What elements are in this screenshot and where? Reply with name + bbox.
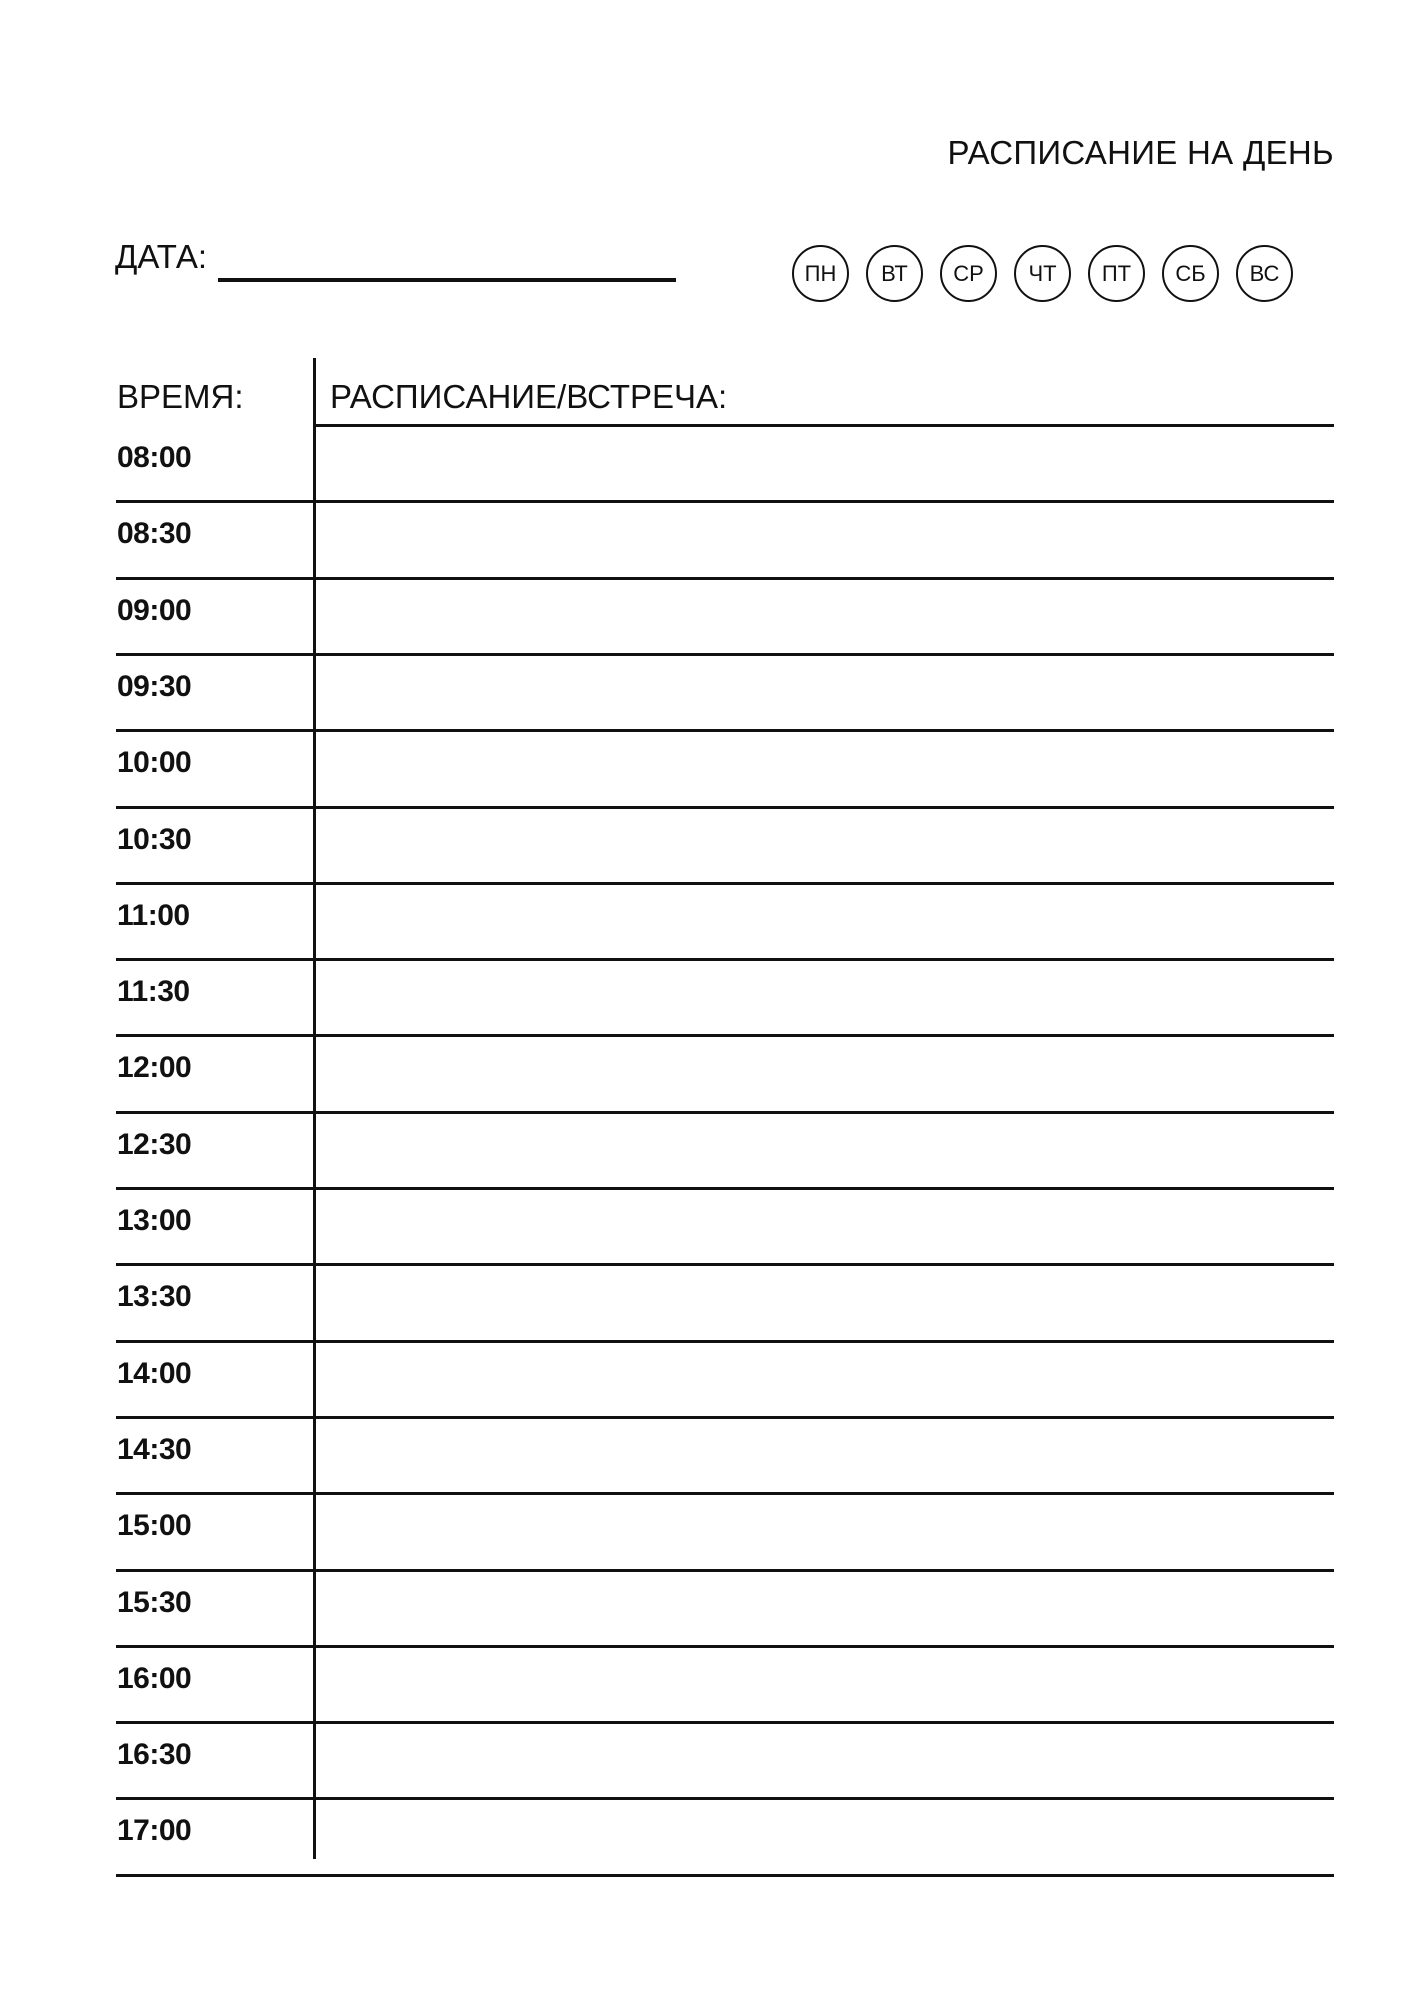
weekday-mon[interactable]: ПН	[792, 245, 849, 302]
row-divider	[116, 958, 1334, 961]
schedule-slot[interactable]	[318, 733, 1334, 803]
time-label: 15:00	[117, 1509, 192, 1543]
time-label: 17:00	[117, 1814, 192, 1848]
row-divider	[116, 729, 1334, 732]
row-divider	[116, 1340, 1334, 1343]
schedule-slot[interactable]	[318, 1420, 1334, 1490]
weekday-selector	[792, 245, 1293, 302]
row-divider	[116, 1111, 1334, 1114]
row-divider	[116, 1034, 1334, 1037]
schedule-column-header: РАСПИСАНИЕ/ВСТРЕЧА:	[330, 378, 728, 415]
time-label: 14:30	[117, 1432, 192, 1466]
time-label: 12:00	[117, 1051, 192, 1085]
schedule-slot[interactable]	[318, 1038, 1334, 1108]
date-label: ДАТА:	[115, 238, 208, 275]
time-label: 12:30	[117, 1127, 192, 1161]
row-divider	[116, 1492, 1334, 1495]
time-label: 13:00	[117, 1204, 192, 1237]
time-label: 15:30	[117, 1585, 192, 1619]
time-label: 13:30	[117, 1280, 192, 1314]
schedule-slot[interactable]	[318, 886, 1334, 956]
page-title: РАСПИСАНИЕ НА ДЕНЬ	[947, 134, 1334, 171]
row-divider	[116, 1263, 1334, 1266]
row-divider	[116, 1721, 1334, 1724]
schedule-slot[interactable]	[318, 1573, 1334, 1643]
time-label: 08:30	[117, 517, 192, 551]
time-column-header: ВРЕМЯ:	[117, 378, 244, 415]
time-label: 11:30	[117, 975, 190, 1009]
row-divider	[116, 1416, 1334, 1419]
row-divider	[116, 577, 1334, 580]
date-field[interactable]	[218, 278, 676, 282]
schedule-slot[interactable]	[318, 1801, 1334, 1871]
row-divider	[116, 1874, 1334, 1877]
time-label: 16:00	[117, 1661, 192, 1695]
row-divider	[116, 653, 1334, 656]
schedule-slot[interactable]	[318, 962, 1334, 1032]
schedule-slot[interactable]	[318, 1649, 1334, 1719]
row-divider	[116, 1797, 1334, 1800]
time-label: 11:00	[117, 898, 190, 932]
time-label: 16:30	[117, 1738, 192, 1772]
schedule-slot[interactable]	[318, 657, 1334, 727]
time-label: 08:00	[117, 441, 192, 474]
schedule-slot[interactable]	[318, 1725, 1334, 1795]
weekday-thu[interactable]: ЧТ	[1014, 245, 1071, 302]
weekday-tue[interactable]: ВТ	[866, 245, 923, 302]
schedule-slot[interactable]	[318, 428, 1334, 498]
weekday-fri[interactable]: ПТ	[1088, 245, 1145, 302]
schedule-slot[interactable]	[318, 1191, 1334, 1261]
row-divider	[116, 1187, 1334, 1190]
schedule-slot[interactable]	[318, 810, 1334, 880]
time-label: 14:00	[117, 1356, 192, 1390]
schedule-slot[interactable]	[318, 1267, 1334, 1337]
schedule-slot[interactable]	[318, 1496, 1334, 1566]
schedule-slot[interactable]	[318, 504, 1334, 574]
weekday-sun[interactable]: ВС	[1236, 245, 1293, 302]
row-divider	[316, 424, 1334, 427]
row-divider	[116, 882, 1334, 885]
row-divider	[116, 500, 1334, 503]
time-label: 09:00	[117, 593, 192, 627]
time-label: 09:30	[117, 669, 192, 703]
time-label: 10:00	[117, 746, 192, 780]
weekday-sat[interactable]: СБ	[1162, 245, 1219, 302]
row-divider	[116, 1645, 1334, 1648]
column-divider	[313, 358, 316, 1859]
schedule-slot[interactable]	[318, 1115, 1334, 1185]
time-label: 10:30	[117, 822, 192, 856]
schedule-slot[interactable]	[318, 581, 1334, 651]
schedule-slot[interactable]	[318, 1344, 1334, 1414]
weekday-wed[interactable]: СР	[940, 245, 997, 302]
